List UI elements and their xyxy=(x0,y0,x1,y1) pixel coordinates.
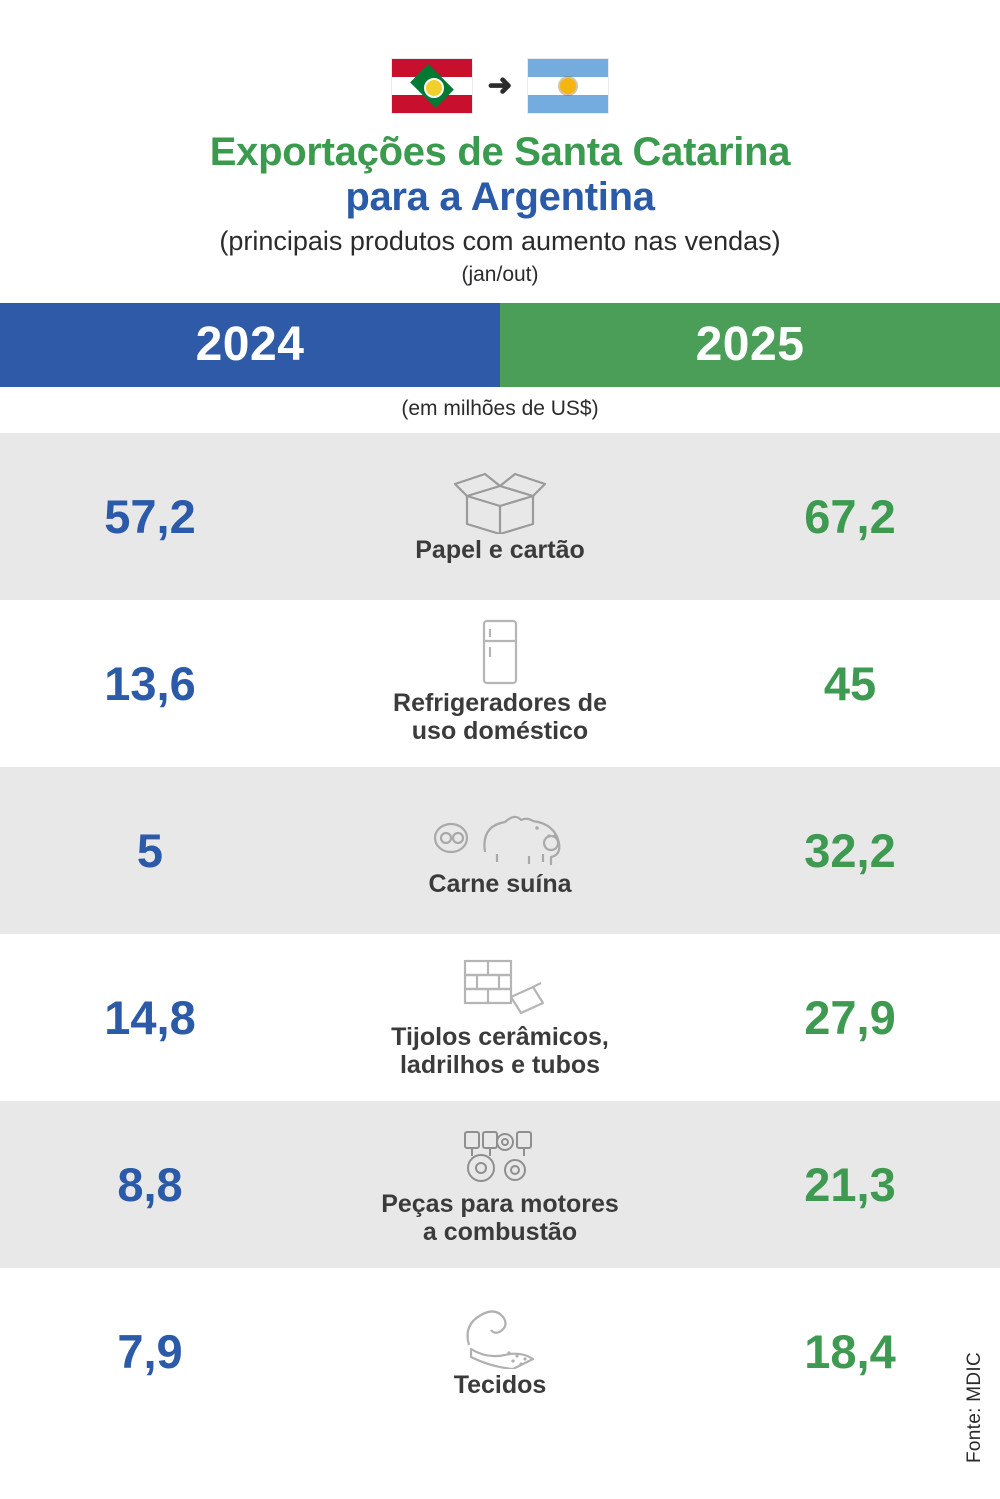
data-rows xyxy=(0,433,1000,1435)
source-label: Fonte: MDIC xyxy=(964,1352,985,1463)
value-2025: 45 xyxy=(823,656,877,710)
product-label-line1: Peças para motores xyxy=(381,1190,619,1219)
value-2024: 5 xyxy=(136,823,164,877)
engine-parts-icon xyxy=(443,1122,558,1188)
year-legend xyxy=(0,303,1000,387)
refrigerator-icon xyxy=(470,621,530,687)
value-2025: 32,2 xyxy=(804,823,896,877)
page-subtitle: (principais produtos com aumento nas vendas) xyxy=(219,225,781,256)
argentina-flag-icon xyxy=(527,58,609,114)
product-label-line2: uso doméstico xyxy=(411,717,589,746)
flags-header xyxy=(0,0,1000,114)
legend-year-2024: 2024 xyxy=(0,303,500,387)
row-center xyxy=(300,802,700,898)
table-row xyxy=(0,1268,1000,1435)
row-center xyxy=(300,1303,700,1399)
table-row xyxy=(0,934,1000,1101)
units-label: (em milhões de US$) xyxy=(401,396,599,420)
table-row xyxy=(0,433,1000,600)
row-center xyxy=(300,468,700,564)
value-2025: 18,4 xyxy=(804,1324,896,1378)
value-2024: 8,8 xyxy=(117,1157,183,1211)
product-label-line2: a combustão xyxy=(422,1218,578,1247)
product-label-line2: ladrilhos e tubos xyxy=(399,1051,601,1080)
product-label-line1: Tijolos cerâmicos, xyxy=(391,1023,609,1052)
value-2024: 7,9 xyxy=(117,1324,183,1378)
page-title-line1: Exportações de Santa Catarina xyxy=(209,130,791,174)
product-label-line1: Tecidos xyxy=(453,1371,547,1400)
value-2024: 14,8 xyxy=(104,990,196,1044)
product-label-line1: Refrigeradores de xyxy=(393,689,607,718)
row-center xyxy=(300,1122,700,1246)
santa-catarina-flag-icon xyxy=(391,58,473,114)
arrow-right-icon: ➜ xyxy=(487,69,513,102)
row-center xyxy=(300,621,700,745)
period-label: (jan/out) xyxy=(461,262,539,286)
product-label-line1: Papel e cartão xyxy=(415,536,585,565)
title-block xyxy=(0,130,1000,287)
legend-year-2025: 2025 xyxy=(500,303,1000,387)
product-label-line1: Carne suína xyxy=(428,870,572,899)
page-title-line2: para a Argentina xyxy=(345,174,655,219)
sun-of-may-icon xyxy=(560,78,576,94)
pork-icon xyxy=(425,802,575,868)
box-icon xyxy=(445,468,555,534)
table-row xyxy=(0,767,1000,934)
bricks-icon xyxy=(445,955,555,1021)
fabric-icon xyxy=(445,1303,555,1369)
row-center xyxy=(300,955,700,1079)
value-2024: 57,2 xyxy=(104,489,196,543)
value-2025: 21,3 xyxy=(804,1157,896,1211)
value-2025: 67,2 xyxy=(804,489,896,543)
flag-stripe-top xyxy=(528,59,608,77)
value-2025: 27,9 xyxy=(804,990,896,1044)
table-row xyxy=(0,1101,1000,1268)
table-row xyxy=(0,600,1000,767)
flag-stripe-bottom xyxy=(528,95,608,113)
value-2024: 13,6 xyxy=(104,656,196,710)
